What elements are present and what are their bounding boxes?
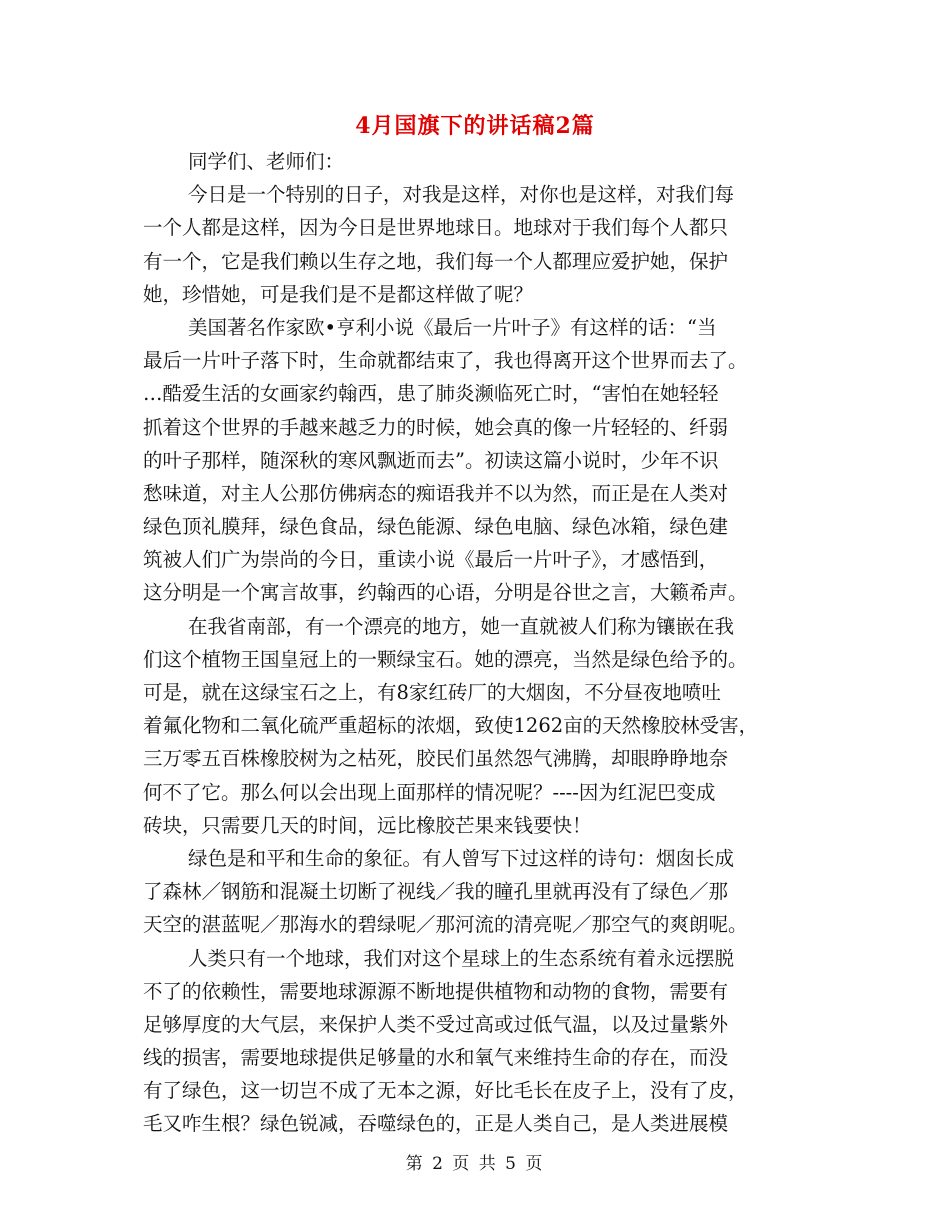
page-footer: 第 2 页 共 5 页 [405,1154,545,1174]
text-line: 有一个，它是我们赖以生存之地，我们每一个人都理应爱护她，保护 [143,249,729,273]
text-line: 今日是一个特别的日子，对我是这样，对你也是这样，对我们每 [188,183,735,207]
text-line: 她，珍惜她，可是我们是不是都这样做了呢？ [143,282,534,306]
text-line: 美国著名作家欧•亨利小说《最后一片叶子》有这样的话：“当 [188,315,717,339]
text-line: 天空的湛蓝呢／那海水的碧绿呢／那河流的清亮呢／那空气的爽朗呢。 [143,913,748,937]
text-line: 筑被人们广为崇尚的今日，重读小说《最后一片叶子》，才感悟到， [143,548,719,572]
text-line: 同学们、老师们： [188,150,345,173]
text-line: 足够厚度的大气层，来保护人类不受过高或过低气温，以及过量紫外 [143,1012,729,1036]
text-line: 砖块，只需要几天的时间，远比橡胶芒果来钱要快！ [143,813,592,837]
text-line: 线的损害，需要地球提供足够量的水和氧气来维持生命的存在，而没 [143,1046,729,1070]
text-line: 毛又咋生根？绿色锐减，吞噬绿色的，正是人类自己，是人类进展模 [143,1112,729,1136]
text-line: 这分明是一个寓言故事，约翰西的心语，分明是谷世之言，大籁希声。 [143,581,748,605]
document-body [143,145,813,1141]
text-line: 在我省南部，有一个漂亮的地方，她一直就被人们称为镶嵌在我 [188,614,735,638]
text-line: 了森林／钢筋和混凝土切断了视线／我的瞳孔里就再没有了绿色／那 [143,880,729,904]
text-line: …酷爱生活的女画家约翰西，患了肺炎濒临死亡时，“害怕在她轻轻 [143,382,719,406]
text-line: 抓着这个世界的手越来越乏力的时候，她会真的像一片轻轻的、纤弱 [143,415,729,439]
text-line: 们这个植物王国皇冠上的一颗绿宝石。她的漂亮，当然是绿色给予的。 [143,647,748,671]
text-line: 着氟化物和二氧化硫严重超标的浓烟，致使1262亩的天然橡胶林受害， [143,714,759,738]
text-line: 愁味道，对主人公那仿佛病态的痴语我并不以为然，而正是在人类对 [143,481,729,505]
text-line: 三万零五百株橡胶树为之枯死，胶民们虽然怨气沸腾，却眼睁睁地奈 [143,747,729,771]
text-line: 一个人都是这样，因为今日是世界地球日。地球对于我们每个人都只 [143,216,729,240]
text-line: 绿色顶礼膜拜，绿色食品，绿色能源、绿色电脑、绿色冰箱，绿色建 [143,515,729,539]
text-line: 可是，就在这绿宝石之上，有8家红砖厂的大烟囱，不分昼夜地喷吐 [143,681,721,704]
text-line: 何不了它。那么何以会出现上面那样的情况呢？----因为红泥巴变成 [143,780,716,804]
text-line: 不了的依赖性，需要地球源源不断地提供植物和动物的食物，需要有 [143,979,729,1003]
text-line: 的叶子那样，随深秋的寒风飘逝而去”。初读这篇小说时，少年不识 [143,448,719,472]
text-line: 最后一片叶子落下时，生命就都结束了，我也得离开这个世界而去了。 [143,349,748,373]
text-line: 绿色是和平和生命的象征。有人曾写下过这样的诗句：烟囱长成 [188,846,735,870]
text-line: 人类只有一个地球，我们对这个星球上的生态系统有着永远摆脱 [188,946,735,970]
document-title: 4月国旗下的讲话稿2篇 [355,113,595,139]
text-line: 有了绿色，这一切岂不成了无本之源，好比毛长在皮子上，没有了皮， [143,1079,748,1103]
